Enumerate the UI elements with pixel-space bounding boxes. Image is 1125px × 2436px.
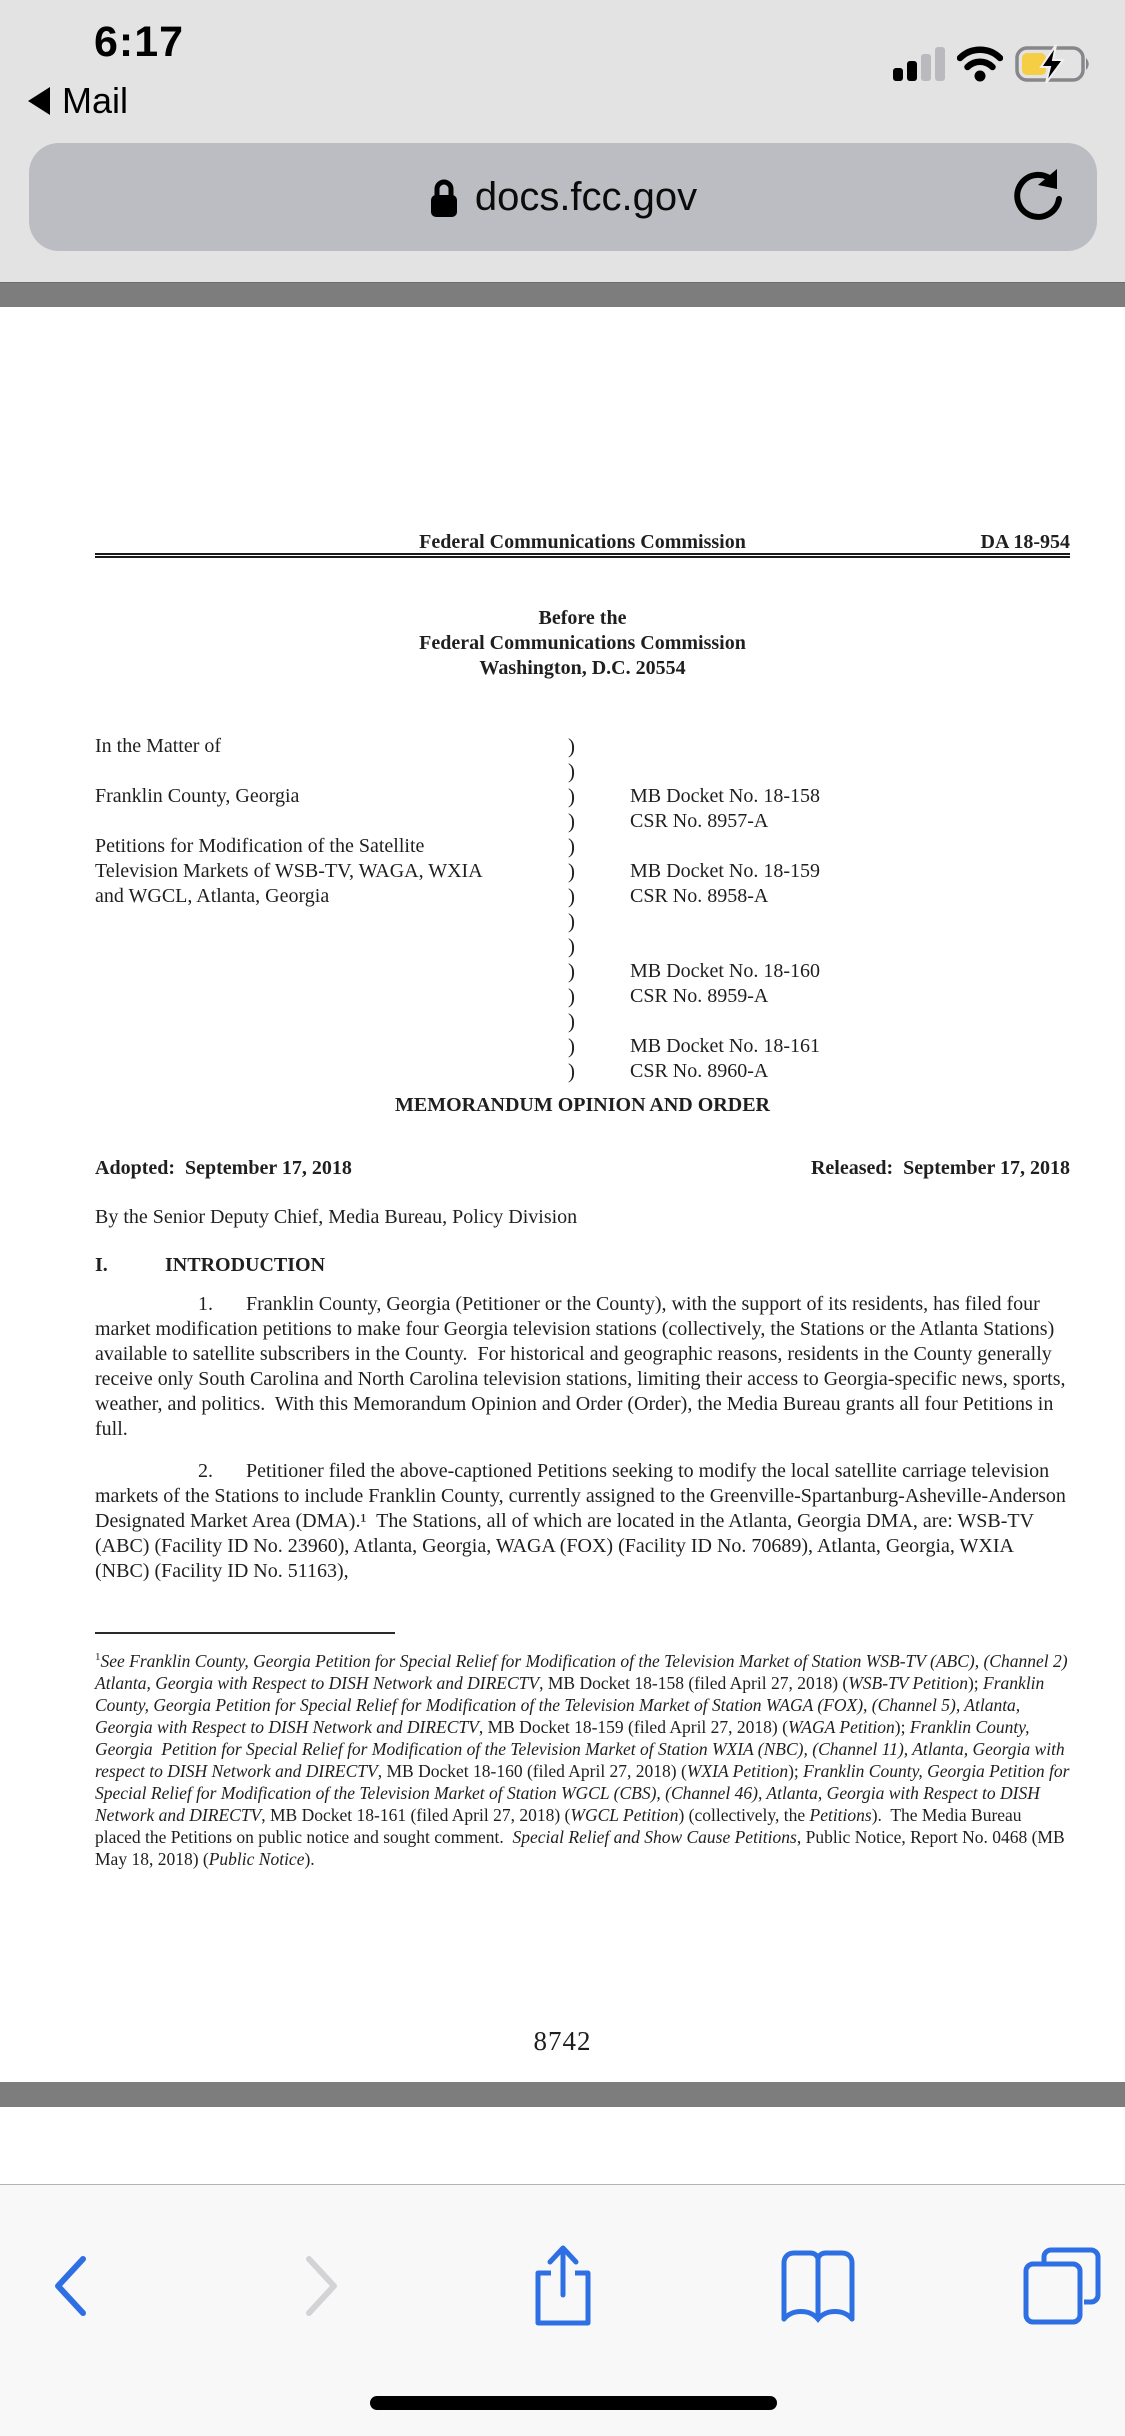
byline: By the Senior Deputy Chief, Media Bureau, Policy Division (95, 1206, 578, 1228)
adopted-date: Adopted: September 17, 2018 (95, 1157, 352, 1179)
before-the-commission-block (95, 606, 1070, 681)
paragraph-number: 2. (198, 1460, 213, 1482)
cellular-signal-icon (893, 47, 945, 81)
back-to-mail-link[interactable] (28, 80, 128, 122)
clock-time: 6:17 (94, 18, 185, 66)
caption-row: ) MB Docket No. 18-160 (568, 959, 820, 983)
released-date: Released: September 17, 2018 (810, 1157, 1070, 1179)
adopted-released-row (95, 1157, 1070, 1180)
tabs-button[interactable] (1007, 2221, 1117, 2351)
back-triangle-icon (28, 87, 50, 115)
status-icons (893, 44, 1095, 84)
reload-icon (1010, 167, 1066, 227)
caption-row: ) (568, 909, 575, 933)
caption-row: ) CSR No. 8960-A (568, 1059, 769, 1083)
pdf-page-top-separator (0, 282, 1125, 307)
caption-row: ) CSR No. 8959-A (568, 984, 769, 1008)
bookmarks-icon (777, 2248, 859, 2324)
caption-row: In the Matter of ) (95, 734, 575, 758)
address-bar[interactable] (29, 143, 1097, 251)
before-line: Federal Communications Commission (419, 632, 746, 654)
bookmarks-button[interactable] (763, 2221, 873, 2351)
back-button[interactable] (15, 2221, 125, 2351)
back-app-label: Mail (62, 80, 129, 121)
url-label: docs.fcc.gov (474, 174, 698, 219)
tabs-icon (1022, 2246, 1102, 2326)
section-title: INTRODUCTION (165, 1254, 326, 1276)
caption-row: ) (568, 1009, 575, 1033)
forward-button[interactable] (267, 2221, 377, 2351)
share-icon (531, 2243, 595, 2329)
caption-row: Franklin County, Georgia ) MB Docket No. 18-158 (95, 784, 820, 808)
footnote-separator-rule (95, 1632, 395, 1634)
letterhead-title: Federal Communications Commission (419, 531, 746, 553)
paragraph-text: Franklin County, Georgia (Petitioner or the County), with the support of its residents, has filed four market modification petitions to make four Georgia television stations (collectively, the Stations or the Atlanta Stations) available to satellite subscribers in the County. For historical and geographic reasons, residents in the County generally receive only South Carolina and North Carolina television stations, limiting their access to Georgia-specific news, sports, weather, and politics. With this Memorandum Opinion and Order (Order), the Media Bureau grants all four Petitions in full. (95, 1293, 1071, 1440)
paragraph-text: Petitioner filed the above-captioned Petitions seeking to modify the local satellite carriage television markets of the Stations to include Franklin County, currently assigned to the Greenville-Spartanburg-Asheville-Anderson Designated Market Area (DMA).¹ The Stations, all of which are located in the Atlanta, Georgia DMA, are: WSB-TV (ABC) (Facility ID No. 23960), Atlanta, Georgia, WAGA (FOX) (Facility ID No. 70689), Atlanta, Georgia, WXIA (NBC) (Facility ID No. 51163), (95, 1460, 1071, 1582)
share-button[interactable] (508, 2221, 618, 2351)
caption-row: ) (568, 934, 575, 958)
document-number: DA 18-954 (980, 531, 1070, 553)
home-indicator[interactable] (370, 2396, 777, 2410)
section-heading (95, 1254, 1070, 1277)
before-line: Before the (538, 607, 627, 629)
paragraph-1 (95, 1292, 1070, 1442)
section-number: I. (95, 1254, 108, 1276)
caption-row: ) (568, 759, 575, 783)
wifi-icon (957, 46, 1003, 82)
paragraph-2 (95, 1459, 1070, 1584)
forward-icon (303, 2255, 341, 2317)
pdf-page-number: 8742 (533, 2026, 592, 2056)
lock-icon (429, 175, 459, 219)
caption-row: Television Markets of WSB-TV, WAGA, WXIA ) MB Docket No. 18-159 (95, 859, 820, 883)
caption-row: Petitions for Modification of the Satellite ) (95, 834, 575, 858)
caption-row: and WGCL, Atlanta, Georgia ) CSR No. 8958-A (95, 884, 769, 908)
document-letterhead (95, 531, 1070, 558)
back-icon (51, 2255, 89, 2317)
before-line: Washington, D.C. 20554 (479, 657, 686, 679)
status-and-address-bar (0, 0, 1125, 282)
footnote-1: $^1$See Franklin County, Georgia Petition for Special Relief for Modification of the Television Market of Station WSB-TV (ABC), (Channel 2) Atlanta, Georgia with Respect to DISH Network and DIRECTV, MB Docket 18-158 (filed April 27, 2018) (WSB-TV Petition); Franklin County, Georgia Petition for Special Relief for Modification of the Television Market of Station WAGA (FOX), (Channel 5), Atlanta, Georgia with Respect to DISH Network and DIRECTV, MB Docket 18-159 (filed April 27, 2018) (WAGA Petition); Franklin County, Georgia Petition for Special Relief for Modification of the Television Market of Station WXIA (NBC), (Channel 11), Atlanta, Georgia with respect to DISH Network and DIRECTV, MB Docket 18-160 (filed April 27, 2018) (WXIA Petition); Franklin County, Georgia Petition for Special Relief for Modification of the Television Market of Station WGCL (CBS), (Channel 46), Atlanta, Georgia with Respect to DISH Network and DIRECTV, MB Docket 18-161 (filed April 27, 2018) (WGCL Petition) (collectively, the Petitions). The Media Bureau placed the Petitions on public notice and sought comment. Special Relief and Show Cause Petitions, Public Notice, Report No. 0468 (MB May 18, 2018) (Public Notice). (95, 1650, 1074, 1869)
battery-charging-icon (1015, 44, 1095, 84)
paragraph-number: 1. (198, 1293, 213, 1315)
caption-row: ) MB Docket No. 18-161 (568, 1034, 820, 1058)
caption-table (95, 734, 1070, 1084)
pdf-page-bottom-separator (0, 2082, 1125, 2107)
order-title: MEMORANDUM OPINION AND ORDER (395, 1094, 770, 1116)
caption-row: ) CSR No. 8957-A (568, 809, 769, 833)
reload-button[interactable] (1009, 167, 1067, 227)
